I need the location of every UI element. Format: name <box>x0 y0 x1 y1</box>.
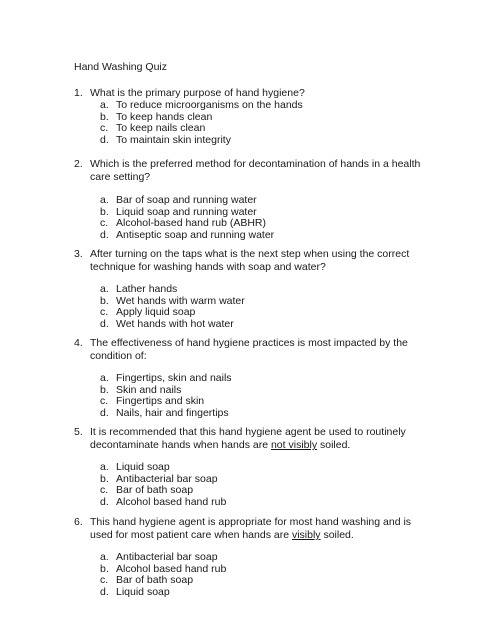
question-number: 3. <box>74 248 83 260</box>
question-number: 4. <box>74 337 83 349</box>
option-text: Skin and nails <box>116 383 182 396</box>
option-letter: a. <box>100 551 109 563</box>
option-text: To keep nails clean <box>116 122 206 135</box>
option-letter: d. <box>100 317 109 330</box>
option-text: Bar of bath soap <box>116 574 194 587</box>
option-letter: a. <box>100 194 109 206</box>
option-letter: d. <box>100 585 109 598</box>
option-text: Bar of soap and running water <box>116 194 257 206</box>
question-text-start: This hand hygiene agent is appropriate for most hand washing and is used for most patient care when hands are <box>90 516 412 541</box>
question-text <box>74 516 434 542</box>
question-text <box>74 426 434 452</box>
option-letter: c. <box>100 217 109 230</box>
option-letter: d. <box>100 133 109 146</box>
option-letter: d. <box>100 228 109 241</box>
question-2 <box>74 158 434 184</box>
option-text: Lather hands <box>116 283 178 295</box>
option-text: Wet hands with warm water <box>116 294 245 307</box>
option-letter: d. <box>100 406 109 419</box>
option-letter: c. <box>100 306 109 319</box>
question-4 <box>74 337 434 363</box>
underlined-emphasis: not visibly <box>270 439 318 451</box>
option-text: To keep hands clean <box>116 110 213 123</box>
option-text: Antiseptic soap and running water <box>116 228 275 241</box>
option-letter: b. <box>100 294 109 307</box>
option-letter: b. <box>100 562 109 575</box>
option-text: Alcohol based hand rub <box>116 562 227 575</box>
option-text: To reduce microorganisms on the hands <box>116 99 303 111</box>
option-letter: b. <box>100 205 109 218</box>
option-letter: b. <box>100 110 109 123</box>
question-text: Which is the preferred method for decontamination of hands in a health care setting? <box>90 158 421 183</box>
option-text: Apply liquid soap <box>116 306 196 319</box>
option-letter: a. <box>100 283 109 295</box>
question-number: 5. <box>74 426 83 438</box>
option-text: Fingertips and skin <box>116 395 205 408</box>
option-letter: b. <box>100 383 109 396</box>
option-text: Liquid soap <box>116 585 170 598</box>
option-text: Alcohol-based hand rub (ABHR) <box>116 217 266 230</box>
option-text: Liquid soap and running water <box>116 205 257 218</box>
option-text: Nails, hair and fingertips <box>116 406 229 419</box>
question-number: 6. <box>74 516 83 528</box>
document-title: Hand Washing Quiz <box>74 61 167 73</box>
underlined-emphasis: visibly <box>291 529 321 541</box>
option-letter: d. <box>100 495 109 508</box>
option-text: To maintain skin integrity <box>116 133 231 146</box>
option-text: Antibacterial bar soap <box>116 472 218 485</box>
question-text: The effectiveness of hand hygiene practices is most impacted by the condition of: <box>90 337 408 362</box>
question-text-end: soiled. <box>320 529 354 541</box>
option-text: Wet hands with hot water <box>116 317 234 330</box>
option-letter: c. <box>100 574 109 587</box>
question-text: What is the primary purpose of hand hygiene? <box>90 87 305 99</box>
option-letter: c. <box>100 122 109 135</box>
option-text: Antibacterial bar soap <box>116 551 218 563</box>
question-text-start: It is recommended that this hand hygiene agent be used to routinely decontaminate hands when hands are <box>90 426 406 451</box>
question-5 <box>74 426 434 452</box>
option-text: Bar of bath soap <box>116 484 194 497</box>
question-number: 1. <box>74 87 83 99</box>
question-text-end: soiled. <box>317 439 351 451</box>
option-letter: c. <box>100 395 109 408</box>
option-text: Alcohol based hand rub <box>116 495 227 508</box>
option-letter: a. <box>100 99 109 111</box>
option-letter: a. <box>100 372 109 384</box>
option-text: Fingertips, skin and nails <box>116 372 232 384</box>
option-text: Liquid soap <box>116 461 170 473</box>
question-text: After turning on the taps what is the next step when using the correct technique for washing hands with soap and water? <box>90 248 410 273</box>
option-letter: b. <box>100 472 109 485</box>
option-letter: c. <box>100 484 109 497</box>
question-number: 2. <box>74 158 83 170</box>
option-letter: a. <box>100 461 109 473</box>
question-6 <box>74 516 434 542</box>
question-3 <box>74 248 434 274</box>
